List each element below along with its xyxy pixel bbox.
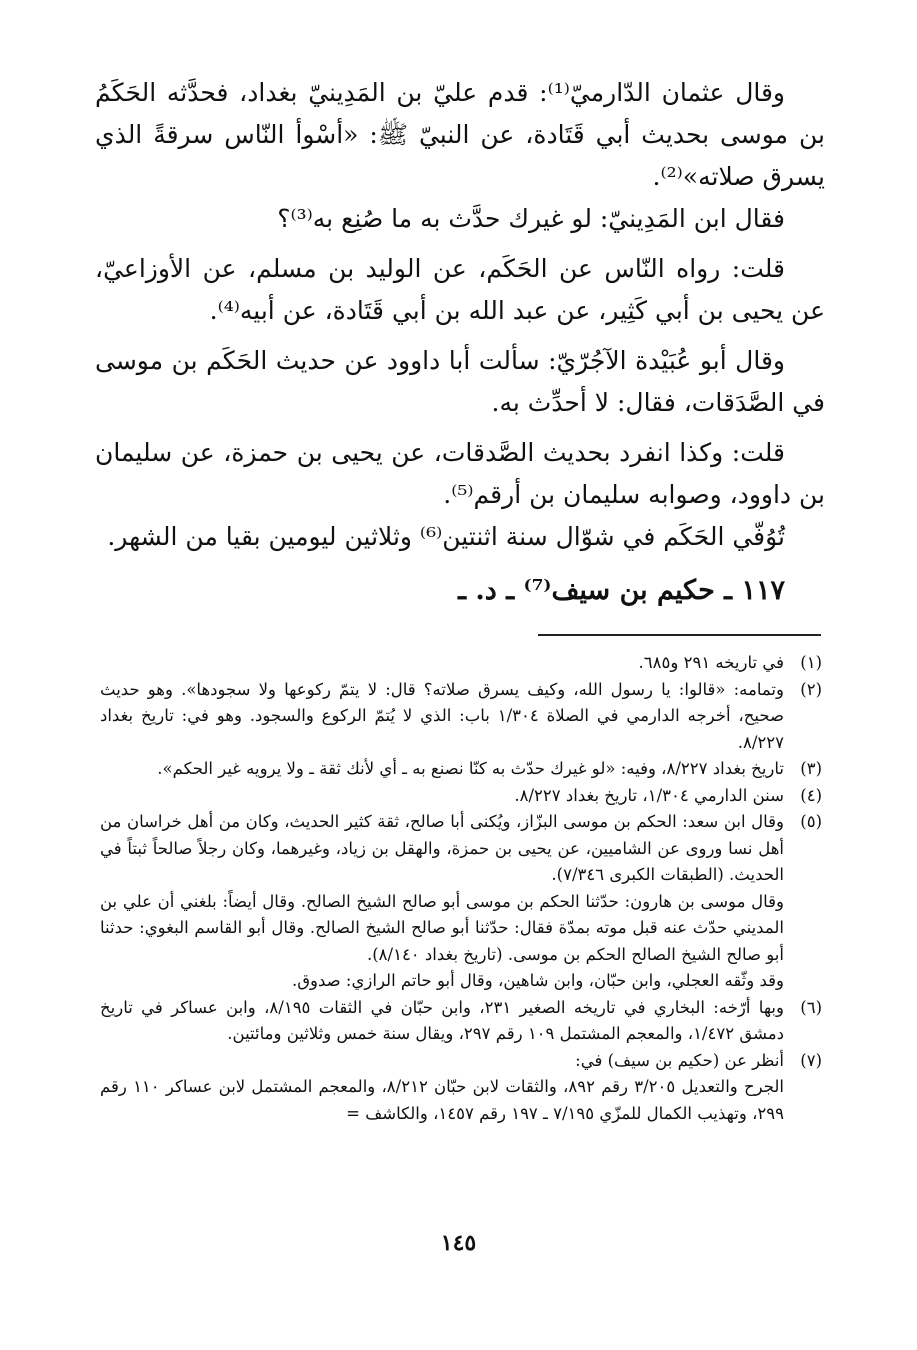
- page-number: ١٤٥: [440, 1230, 477, 1256]
- footnote-text: وقال موسى بن هارون: حدّثنا الحكم بن موسى أبو صالح الشيخ الصالح. وقال أيضاً: بلغني أن علي بن المديني حدّث عنه قبل موته بمدّة فقال: حدّثنا أبو صالح الشيخ الصالح. وقال أبو القاسم البغوي: حدثنا أبو صالح الشيخ الصالح الحكم بن موسى. (تاريخ بغداد ٨/١٤٠).: [100, 891, 784, 964]
- footnote-text: وتمامه: «قالوا: يا رسول الله، وكيف يسرق صلاته؟ قال: لا يتمّ ركوعها ولا سجودها». وهو حديث صحيح، أخرجه الدارمي في الصلاة ١/٣٠٤ باب: الذي لا يُتمّ الركوع والسجود. وهو في: تاريخ بغداد ٨/٢٢٧.: [100, 679, 784, 752]
- entry-heading: ١١٧ ـ حكيم بن سيف⁽⁷⁾ ـ د. ـ: [458, 575, 785, 606]
- footnote-text: سنن الدارمي ١/٣٠٤، تاريخ بغداد ٨/٢٢٧.: [514, 785, 784, 805]
- footnote-number: (٤): [800, 785, 822, 805]
- footnote: [100, 1048, 822, 1128]
- footnote-separator: [538, 634, 821, 636]
- footnote-text: تاريخ بغداد ٨/٢٢٧، وفيه: «لو غيرك حدّث به كنّا نصنع به ـ أي لأنك ثقة ـ ولا يرويه غير الحكم».: [157, 759, 784, 778]
- footnote-number: (٥): [800, 812, 822, 831]
- footnote-text: أنظر عن (حكيم بن سيف) في:: [575, 1050, 784, 1070]
- footnote-number: (٢): [800, 679, 822, 699]
- footnote-text: وقد وثّقه العجلي، وابن حبّان، وابن شاهين، وقال أبو حاتم الرازي: صدوق.: [291, 971, 784, 990]
- main-text: [95, 72, 825, 612]
- footnote: [100, 809, 822, 995]
- paragraph: قلت: رواه النّاس عن الحَكَم، عن الوليد بن مسلم، عن الأوزاعيّ، عن يحيى بن أبي كَثِير، عن عبد الله بن أبي قَتَادة، عن أبيه⁽⁴⁾.: [95, 254, 825, 325]
- footnote-text: في تاريخه ٢٩١ و٦٨٥.: [638, 653, 784, 672]
- paragraph: قلت: وكذا انفرد بحديث الصَّدقات، عن يحيى بن حمزة، عن سليمان بن داوود، وصوابه سليمان بن أرقم⁽⁵⁾.: [95, 438, 825, 509]
- footnote: [100, 650, 822, 677]
- footnote: [100, 995, 822, 1048]
- footnote-number: (٣): [800, 759, 822, 778]
- footnote: [100, 677, 822, 757]
- paragraph: وقال أبو عُبَيْدة الآجُرّيّ: سألت أبا داوود عن حديث الحَكَم بن موسى في الصَّدَقات، فقال: لا أحدِّث به.: [95, 346, 825, 417]
- footnote-number: (٦): [800, 997, 822, 1017]
- paragraph: فقال ابن المَدِينيّ: لو غيرك حدَّث به ما صُنِع به⁽³⁾؟: [277, 204, 785, 233]
- footnotes: [100, 650, 822, 1127]
- footnote-text: وقال ابن سعد: الحكم بن موسى البزّاز، ويُكنى أبا صالح، ثقة كثير الحديث، وكان من أهل خراسان من أهل نسا وروى عن الشاميين، عن يحيى بن حمزة، والهقل بن زياد، وغيرهما، وكان رجلاً صالحاً ثبتاً في الحديث. (الطبقات الكبرى ٧/٣٤٦).: [100, 812, 784, 884]
- footnote-text: الجرح والتعديل ٣/٢٠٥ رقم ٨٩٢، والثقات لابن حبّان ٨/٢١٢، والمعجم المشتمل لابن عساكر ١١٠ رقم ٢٩٩، وتهذيب الكمال للمزّي ٧/١٩٥ ـ ١٩٧ رقم ١٤٥٧، والكاشف =: [100, 1077, 784, 1123]
- footnote: [100, 756, 822, 783]
- footnote: [100, 783, 822, 810]
- footnote-number: (٧): [800, 1050, 822, 1070]
- footnote-text: وبها أرّخه: البخاري في تاريخه الصغير ٢٣١، وابن حبّان في الثقات ٨/١٩٥، وابن عساكر في تاريخ دمشق ١/٤٧٢، والمعجم المشتمل ١٠٩ رقم ٢٩٧، ويقال سنة خمس وثلاثين ومائتين.: [100, 997, 784, 1043]
- paragraph: وقال عثمان الدّارميّ⁽¹⁾: قدم عليّ بن المَدِينيّ بغداد، فحدَّثه الحَكَمُ بن موسى بحديث أبي قَتَادة، عن النبيّ ﷺ: «أسْوأ النّاس سرقةً الذي يسرق صلاته»⁽²⁾.: [95, 78, 825, 191]
- paragraph: تُوُفّي الحَكَم في شوّال سنة اثنتين⁽⁶⁾ وثلاثين ليومين بقيا من الشهر.: [107, 522, 785, 551]
- footnote-number: (١): [800, 653, 822, 672]
